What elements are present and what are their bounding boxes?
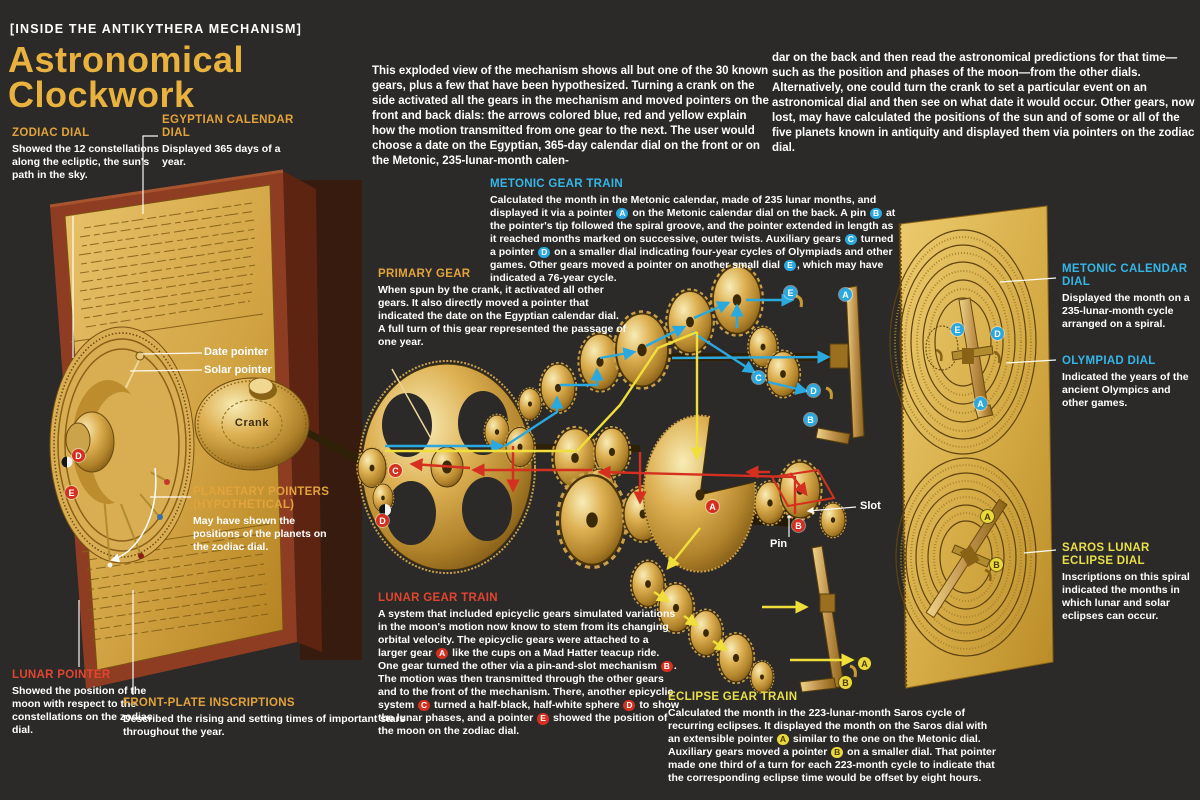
eclipse-text: similar to the one on the Metonic dial. Auxiliary gears moved a pointer (668, 732, 981, 758)
back-plate-art (890, 206, 1053, 688)
eclipse-a-badge: A (858, 657, 871, 670)
solar-pointer-label: Solar pointer (204, 364, 272, 376)
eclipse-text: Calculated the month in the 223-lunar-month Saros cycle of recurring eclipses. It displayed the month on the Saros dial with an extensible pointer (668, 706, 988, 745)
metonic-b-badge: B (804, 413, 817, 426)
back-plate-e-badge: E (951, 323, 964, 336)
saros-dial-note (1062, 542, 1194, 623)
lunar-text: like the cups on a Mad Hatter teacup ride. One gear turned the other via a pin-and-slot mechanism (378, 646, 660, 672)
olympiad-dial-body: Indicated the years of the ancient Olympics and other games. (1062, 370, 1189, 409)
egyptian-dial-note (162, 114, 294, 169)
metonic-text: turned a pointer (490, 232, 894, 258)
intro-text-1: This exploded view of the mechanism shows all but one of the 30 known gears, plus a few that have been hypothesized. Turning a crank on the side activated all the gears in the mechanism and moved pointers on the front and back dials: the arrows colored blue, red and yellow explain how the motion transmitted from one gear to the next. The user would choose a date on the Egyptian, 365-day calendar dial on the front or on the Metonic, 235-lunar-month calen- (372, 65, 769, 167)
title-line-1: Astronomical (8, 39, 245, 80)
metonic-calendar-dial-note (1062, 263, 1194, 331)
lunar-text: A system that included epicyclic gears simulated variations in the moon's motion now know to stem from its changing orbital velocity. The epicyclic gears were attached to a larger gear (378, 607, 676, 659)
saros-dial-heading: SAROS LUNAR ECLIPSE DIAL (1062, 542, 1150, 567)
zodiac-dial-heading: ZODIAC DIAL (12, 127, 90, 139)
egyptian-dial-body: Displayed 365 days of a year. (162, 142, 281, 168)
olympiad-dial-note (1062, 355, 1194, 410)
metonic-text: on a smaller dial indicating four-year cycles of Olympiads and other games. Other gears moved a pointer on another small dial (490, 245, 893, 271)
pointer-e-badge: E (537, 713, 549, 725)
front-plate-body: Described the rising and setting times of important stars throughout the year. (123, 712, 406, 738)
pointer-a-badge: A (777, 734, 789, 746)
sphere-d-badge: D (623, 700, 635, 712)
primary-gear-heading: PRIMARY GEAR (378, 268, 471, 280)
egyptian-dial-heading: EGYPTIAN CALENDAR DIAL (162, 114, 294, 139)
metonic-gear-train-heading: METONIC GEAR TRAIN (490, 178, 623, 190)
lunar-text: . The motion was then transmitted through the other gears and to the front of the mechanism. There, another epicyclic system (378, 659, 677, 711)
gear-a-badge: A (436, 648, 448, 660)
planetary-pointers-body: May have shown the positions of the planets on the zodiac dial. (193, 514, 327, 553)
lunar-pointer-body: Showed the position of the moon with respect to the constellations on the zodiac dial. (12, 684, 153, 736)
title-line-2: Clockwork (8, 74, 195, 116)
metonic-a-badge: A (839, 288, 852, 301)
lunar-gear-train-heading: LUNAR GEAR TRAIN (378, 592, 498, 604)
lunar-gear-train-section (378, 592, 680, 738)
zodiac-dial-body: Showed the 12 constellations along the ecliptic, the sun's path in the sky. (12, 142, 160, 181)
back-plate-a-badge: A (974, 397, 987, 410)
pointer-d-badge: D (538, 247, 550, 259)
eclipse-gear-train-section (668, 691, 1002, 785)
metonic-calendar-dial-heading: METONIC CALENDAR DIAL (1062, 263, 1188, 288)
pointer-b-badge: B (831, 747, 843, 759)
olympiad-dial-heading: OLYMPIAD DIAL (1062, 355, 1156, 367)
lunar-b-badge: B (792, 519, 805, 532)
metonic-calendar-dial-body: Displayed the month on a 235-lunar-month cycle arranged on a spiral. (1062, 291, 1190, 330)
pointer-a-badge: A (616, 208, 628, 220)
page-title (8, 39, 328, 116)
eclipse-text: on a smaller dial. That pointer made one third of a turn for each 223-month cycle to indicate that the corresponding eclipse time would be offset by eight hours. (668, 745, 996, 784)
metonic-c-badge: C (752, 371, 765, 384)
slot-label: Slot (860, 500, 881, 512)
metonic-d-badge: D (807, 384, 820, 397)
front-dial-d-badge: D (72, 449, 85, 462)
lunar-text: showed the position of the moon on the zodiac dial. (378, 712, 668, 738)
planetary-pointers-heading: PLANETARY POINTERS (HYPOTHETICAL) (193, 486, 330, 511)
primary-gear-section (378, 268, 628, 349)
metonic-text: Calculated the month in the Metonic calendar, made of 235 lunar months, and displayed it via a pointer (490, 193, 877, 219)
front-plate-heading: FRONT-PLATE INSCRIPTIONS (123, 697, 295, 709)
lunar-gear-train-body (378, 608, 680, 738)
saros-b-badge: B (990, 558, 1003, 571)
lunar-d-badge: D (376, 514, 389, 527)
gears-c-badge: C (845, 234, 857, 246)
lunar-text: turned a half-black, half-white sphere (431, 698, 623, 711)
kicker: [INSIDE THE ANTIKYTHERA MECHANISM] (10, 22, 302, 36)
lunar-c-badge: C (389, 464, 402, 477)
lunar-pointer-heading: LUNAR POINTER (12, 669, 111, 681)
primary-gear-body: When spun by the crank, it activated all other gears. It also directly moved a pointer that indicated the date on the Egyptian calendar dial. A full turn of this gear represented the passage of one year. (378, 283, 627, 348)
dial-e-badge: E (784, 260, 796, 272)
lunar-a-badge: A (706, 500, 719, 513)
metonic-text: on the Metonic calendar dial on the back. A pin (629, 206, 870, 219)
intro-text-2: dar on the back and then read the astronomical predictions for that time—such as the position and phases of the moon—from the other dials. Alternatively, one could turn the crank to set a particular event on an astronomical dial and then see on what date it would occur. Other gears, now lost, may have calculated the positions of the sun and of some or all of the five planets known in antiquity and displayed them via pointers on the zodiac dial. (772, 52, 1195, 154)
saros-dial-body: Inscriptions on this spiral indicated the months in which lunar and solar eclipses can occur. (1062, 570, 1190, 622)
back-plate-d-badge: D (991, 327, 1004, 340)
saros-a-badge: A (981, 510, 994, 523)
front-dial-e-badge: E (65, 486, 78, 499)
crank-label: Crank (234, 417, 270, 429)
mechanism-b-badge: B (661, 661, 673, 673)
intro-column-2 (772, 51, 1196, 156)
zodiac-dial-note (12, 127, 162, 182)
system-c-badge: C (418, 700, 430, 712)
pin-b-badge: B (870, 208, 882, 220)
planetary-pointers-note (193, 486, 341, 554)
metonic-e-badge: E (784, 286, 797, 299)
metonic-text: , which may have indicated a 76-year cycle. (490, 258, 884, 284)
date-pointer-label: Date pointer (204, 346, 269, 358)
pin-label: Pin (770, 538, 788, 550)
intro-column-1 (372, 64, 770, 169)
eclipse-b-badge: B (839, 676, 852, 689)
eclipse-gear-train-body (668, 707, 1002, 785)
metonic-text: at the pointer's tip followed the spiral groove, and the pointer extended in length as it reached months marked on successive, outer twists. Auxiliary gears (490, 206, 896, 245)
eclipse-gear-train-heading: ECLIPSE GEAR TRAIN (668, 691, 798, 703)
lunar-text: to show the lunar phases, and a pointer (378, 698, 680, 724)
